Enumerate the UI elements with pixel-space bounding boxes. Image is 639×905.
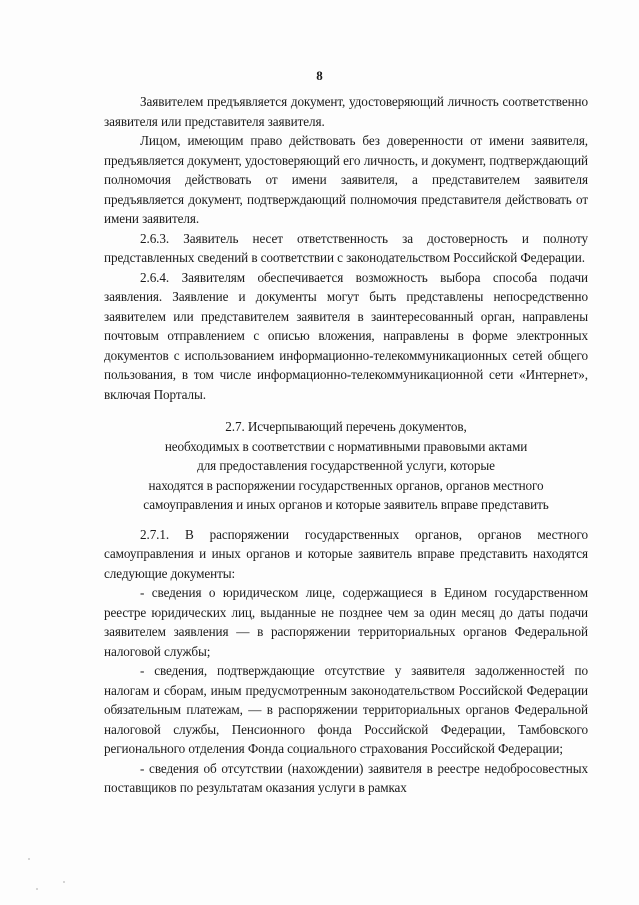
paragraph-authority-documents: Лицом, имеющим право действовать без доверенности от имени заявителя, предъявляется документ, удостоверяющий его личность, и документ, подтверждающий полномочия действовать от имени заявителя, а представителем заявителя предъявляется документ, подтверждающий полномочия представителя действовать от имени заявителя. [104, 133, 588, 226]
list-item-tax-debts: - сведения, подтверждающие отсутствие у заявителя задолженностей по налогам и сборам, иным предусмотренным законодательством Российской Федерации обязательным платежам, — в распоряжении территориальных органов Федеральной налоговой службы, Пенсионного фонда Российской Федерации, Тамбовского регионального отделения Фонда социального страхования Российской Федерации; [104, 663, 588, 756]
paragraph-2-6-4: 2.6.4. Заявителям обеспечивается возможность выбора способа подачи заявления. Заявление и документы могут быть представлены непосредственно заявителем или представителем заявителя в заинтересованный орган, направлены почтовым отправлением с описью вложения, направлены в форме электронных документов с использованием информационно-телекоммуникационных сетей общего пользования, в том числе информационно-телекоммуникационной сети «Интернет», включая Порталы. [104, 269, 588, 402]
heading-line: 2.7. Исчерпывающий перечень документов, [225, 419, 467, 434]
list-item-unfair-suppliers: - сведения об отсутствии (нахождении) заявителя в реестре недобросовестных поставщиков по результатам оказания услуги в рамках [104, 760, 588, 795]
heading-line: находятся в распоряжении государственных органов, органов местного [148, 477, 544, 493]
scan-speck [28, 858, 30, 860]
list-item-egrul: - сведения о юридическом лице, содержащиеся в Едином государственном реестре юридических лиц, выданные не позднее чем за один месяц до даты подачи заявителем заявления — в распоряжении территориальных органов Федеральной налоговой службы; [104, 585, 588, 659]
scan-speck [36, 888, 38, 890]
heading-line: самоуправления и иных органов и которые заявитель вправе представить [143, 497, 549, 512]
section-heading-2-7 [104, 417, 588, 515]
page-body [104, 92, 588, 798]
heading-line: необходимых в соответствии с нормативными правовыми актами [164, 438, 528, 454]
paragraph-2-6-3: 2.6.3. Заявитель несет ответственность за достоверность и полноту представленных сведений в соответствии с законодательством Российской Федерации. [104, 230, 588, 265]
paragraph-2-7-1: 2.7.1. В распоряжении государственных органов, органов местного самоуправления и иных органов и которые заявитель вправе представить находятся следующие документы: [104, 526, 588, 581]
heading-line: для предоставления государственной услуги, которые [197, 458, 495, 473]
page-number: 8 [316, 68, 323, 83]
scan-speck [63, 881, 65, 883]
paragraph-identity-document: Заявителем предъявляется документ, удостоверяющий личность соответственно заявителя или представителя заявителя. [104, 94, 588, 129]
